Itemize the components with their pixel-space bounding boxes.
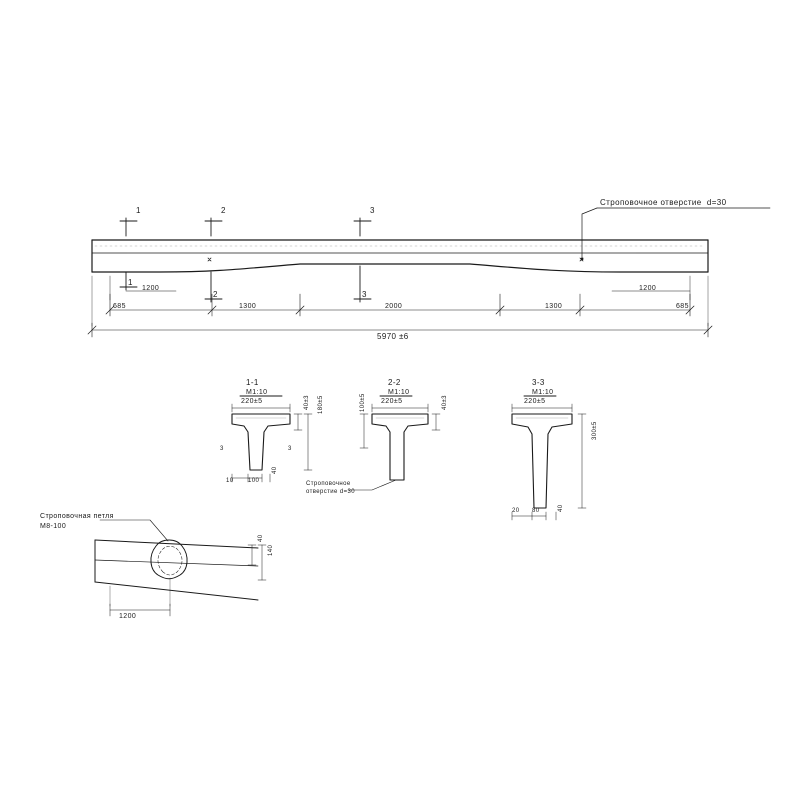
loop-dim-1200: 1200 xyxy=(119,613,137,620)
section-2-2-callout-line2: отверстие d=30 xyxy=(306,489,355,495)
lifting-loop-detail-geometry xyxy=(95,520,266,616)
section-mark-3-bottom: 3 xyxy=(362,290,367,299)
beam-elevation-outline xyxy=(92,240,708,272)
section-3-3-dim-300: 300±5 xyxy=(592,421,598,440)
section-marks-top xyxy=(120,218,371,236)
section-1-1-title: 1-1 xyxy=(246,378,259,387)
loop-callout-line1: Строповочная петля xyxy=(40,513,114,520)
section-1-1-dim-100: 100 xyxy=(248,478,260,484)
section-2-2-callout-line1: Строповочное xyxy=(306,481,351,487)
section-1-1-top-width: 220±5 xyxy=(241,398,263,405)
section-mark-1-top: 1 xyxy=(136,206,141,215)
section-3-3-top-width: 220±5 xyxy=(524,398,546,405)
section-mark-2-top: 2 xyxy=(221,206,226,215)
loop-callout-line2: М8-100 xyxy=(40,523,67,530)
section-3-3-scale: М1:10 xyxy=(532,389,554,396)
dim-1200-left: 1200 xyxy=(142,285,160,292)
section-1-1-dim-40b: 40 xyxy=(272,466,278,474)
dim-1300-right: 1300 xyxy=(545,303,563,310)
section-1-1-dim-3-left: 3 xyxy=(220,446,224,452)
loop-dim-40: 40 xyxy=(258,534,264,542)
dim-2000-center: 2000 xyxy=(385,303,403,310)
section-1-1-dim-40: 40±3 xyxy=(304,395,310,410)
section-3-3-geometry xyxy=(512,396,586,520)
section-2-2-dim-40: 40±3 xyxy=(442,395,448,410)
hole-callout-leader xyxy=(581,208,770,260)
section-2-2-dim-100: 100±5 xyxy=(360,393,366,412)
dim-1300-left: 1300 xyxy=(239,303,257,310)
section-3-3-title: 3-3 xyxy=(532,378,545,387)
section-1-1-scale: М1:10 xyxy=(246,389,268,396)
loop-dim-140: 140 xyxy=(268,544,274,556)
section-1-1-dim-180: 180±5 xyxy=(318,395,324,414)
dimension-chain-upper xyxy=(110,276,690,316)
section-3-3-dim-40: 40 xyxy=(558,504,564,512)
section-2-2-title: 2-2 xyxy=(388,378,401,387)
section-mark-3-top: 3 xyxy=(370,206,375,215)
section-mark-1-bottom: 1 xyxy=(128,278,133,287)
section-3-3-dim-80: 80 xyxy=(532,508,540,514)
dim-685-right: 685 xyxy=(676,303,689,310)
section-3-3-dim-20: 20 xyxy=(512,508,520,514)
section-1-1-dim-10: 10 xyxy=(226,478,234,484)
dim-overall: 5970 ±6 xyxy=(377,332,409,341)
section-1-1-dim-3-right: 3 xyxy=(288,446,292,452)
hole-callout-label: Строповочное отверстие d=30 xyxy=(600,198,727,207)
dim-1200-right: 1200 xyxy=(639,285,657,292)
section-2-2-scale: М1:10 xyxy=(388,389,410,396)
dim-685-left: 685 xyxy=(113,303,126,310)
lifting-holes xyxy=(208,258,583,261)
section-mark-2-bottom: 2 xyxy=(213,290,218,299)
section-2-2-top-width: 220±5 xyxy=(381,398,403,405)
